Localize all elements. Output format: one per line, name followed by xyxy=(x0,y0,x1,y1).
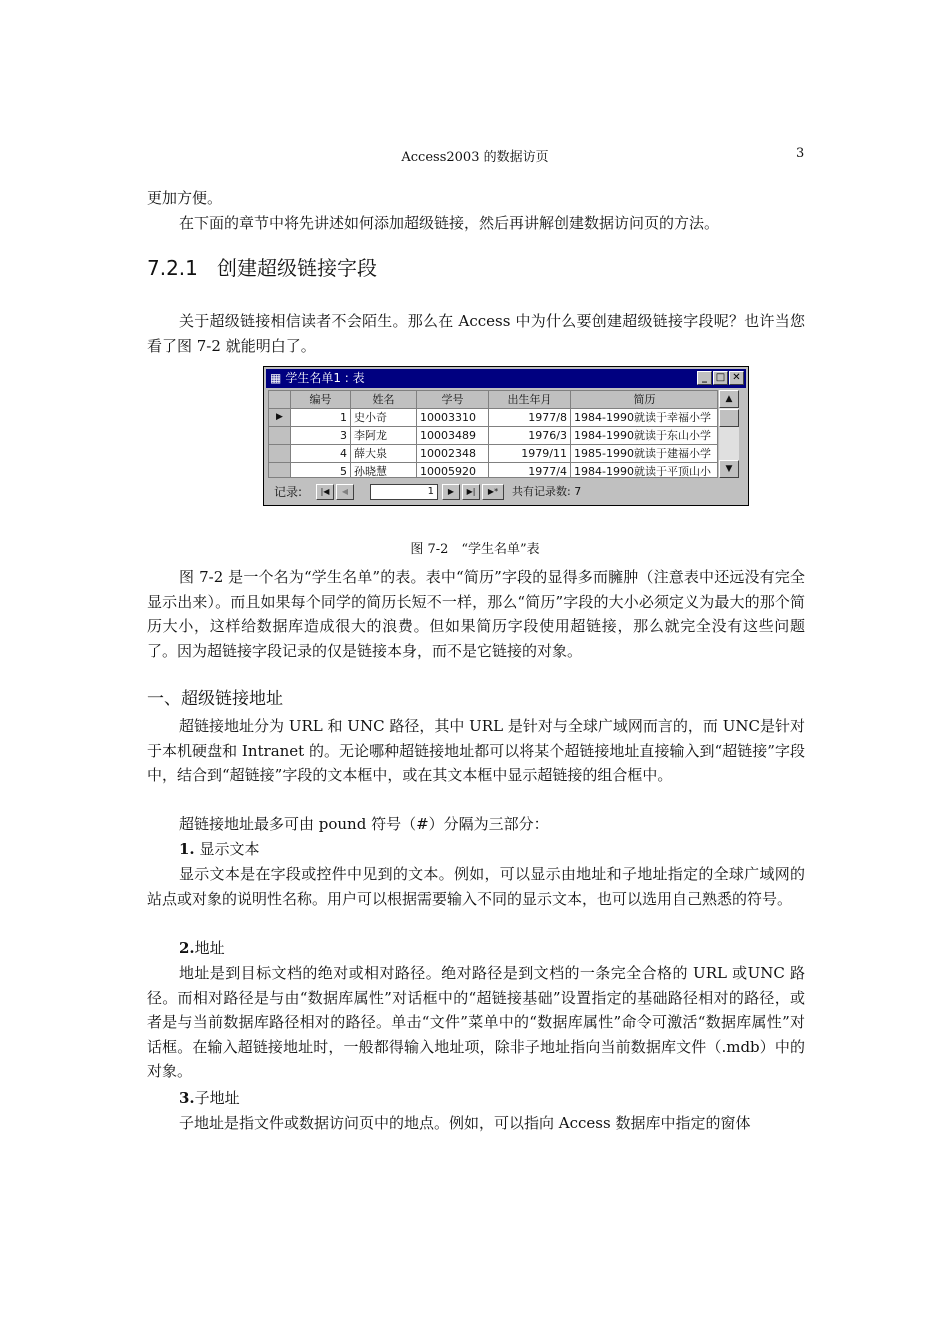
paragraph: 在下面的章节中将先讲述如何添加超级链接，然后再讲解创建数据访问页的方法。 xyxy=(179,214,720,232)
paragraph: 地址是到目标文档的绝对或相对路径。绝对路径是到文档的一条完全合格的 URL 或UNC 路径。而相对路径是与由“数据库属性”对话框中的“超链接基础”设置指定的基础路径相对的路径，或者是与当前数据库路径相对的路径。单击“文件”菜单中的“数据库属性”命令可激活“数据库属性”对话框。在输入超链接地址时，一般都得输入地址项，除非子地址指向当前数据库文件（.mdb）中的对象。 xyxy=(147,964,805,1080)
paragraph: 子地址是指文件或数据访问页中的地点。例如，可以指向 Access 数据库中指定的窗体 xyxy=(179,1114,751,1132)
table-cell[interactable]: 1977/4 xyxy=(489,463,571,478)
close-icon[interactable]: ✕ xyxy=(729,371,744,385)
column-header[interactable]: 出生年月 xyxy=(489,391,571,409)
nav-label: 记录: xyxy=(274,485,303,499)
item-title: 地址 xyxy=(194,939,225,957)
table-cell[interactable]: 薛大泉 xyxy=(351,445,417,463)
table-cell[interactable]: 10002348 xyxy=(417,445,489,463)
current-record-icon[interactable]: ▶ xyxy=(269,409,291,427)
item-title: 子地址 xyxy=(194,1089,240,1107)
record-number-field[interactable]: 1 xyxy=(370,484,438,500)
row-selector-header xyxy=(269,391,291,409)
window-title: 学生名单1 : 表 xyxy=(285,371,365,385)
list-item-heading xyxy=(147,1086,805,1111)
minimize-icon[interactable]: _ xyxy=(697,371,712,385)
access-table-window xyxy=(263,366,749,506)
scroll-down-icon[interactable]: ▼ xyxy=(719,460,739,478)
section-title: 创建超级链接字段 xyxy=(217,256,377,280)
first-record-icon[interactable]: |◀ xyxy=(316,484,334,500)
page-number: 3 xyxy=(796,146,805,161)
item-number: 1. xyxy=(179,840,195,858)
table-cell[interactable]: 孙晓慧 xyxy=(351,463,417,478)
table-cell[interactable]: 1976/3 xyxy=(489,427,571,445)
table-cell[interactable]: 1985-1990就读于建福小学 xyxy=(571,445,718,463)
paragraph: 关于超级链接相信读者不会陌生。那么在 Access 中为什么要创建超级链接字段呢？也许当您看了图 7-2 就能明白了。 xyxy=(147,312,805,355)
list-item-heading xyxy=(147,837,805,862)
column-header[interactable]: 姓名 xyxy=(351,391,417,409)
item-number: 2. xyxy=(179,939,195,957)
section-number: 7.2.1 xyxy=(147,256,198,280)
paragraph: 超链接地址最多可由 pound 符号（#）分隔为三部分： xyxy=(179,815,549,833)
running-title: Access2003 的数据访页 xyxy=(401,150,549,165)
window-titlebar xyxy=(266,369,746,388)
table-icon: ▦ xyxy=(270,371,282,385)
table-row[interactable] xyxy=(269,463,718,478)
scroll-thumb[interactable] xyxy=(719,409,739,427)
table-row[interactable] xyxy=(269,427,718,445)
table-row[interactable] xyxy=(269,409,718,427)
last-record-icon[interactable]: ▶| xyxy=(462,484,480,500)
table-cell[interactable]: 1 xyxy=(291,409,351,427)
datasheet-grid xyxy=(268,390,718,478)
list-item-heading xyxy=(147,936,805,961)
paragraph: 超链接地址分为 URL 和 UNC 路径，其中 URL 是针对与全球广域网而言的，而 UNC是针对于本机硬盘和 Intranet 的。无论哪种超链接地址都可以将某个超链接地址直接输入到“超链接”字段中，结合到“超链接”字段的文本框中，或在其文本框中显示超链接的组合框中。 xyxy=(147,717,805,784)
row-selector[interactable] xyxy=(269,445,291,463)
table-cell[interactable]: 3 xyxy=(291,427,351,445)
previous-record-icon[interactable]: ◀ xyxy=(336,484,354,500)
column-header[interactable]: 编号 xyxy=(291,391,351,409)
table-cell[interactable]: 李阿龙 xyxy=(351,427,417,445)
item-number: 3. xyxy=(179,1089,195,1107)
maximize-icon[interactable]: □ xyxy=(713,371,728,385)
table-cell[interactable]: 5 xyxy=(291,463,351,478)
table-cell[interactable]: 1977/8 xyxy=(489,409,571,427)
table-cell[interactable]: 1984-1990就读于平顶山小 xyxy=(571,463,718,478)
column-header[interactable]: 简历 xyxy=(571,391,718,409)
section-heading xyxy=(147,252,377,281)
paragraph: 显示文本是在字段或控件中见到的文本。例如，可以显示由地址和子地址指定的全球广域网的站点或对象的说明性名称。用户可以根据需要输入不同的显示文本，也可以选用自己熟悉的符号。 xyxy=(147,865,805,908)
table-cell[interactable]: 1984-1990就读于幸福小学 xyxy=(571,409,718,427)
scroll-up-icon[interactable]: ▲ xyxy=(719,390,739,408)
table-cell[interactable]: 10003489 xyxy=(417,427,489,445)
table-cell[interactable]: 10005920 xyxy=(417,463,489,478)
figure-caption: 图 7-2 “学生名单”表 xyxy=(410,542,540,557)
subheading: 一、超级链接地址 xyxy=(147,689,283,709)
table-row[interactable] xyxy=(269,445,718,463)
item-title: 显示文本 xyxy=(199,840,260,858)
table-cell[interactable]: 4 xyxy=(291,445,351,463)
table-cell[interactable]: 10003310 xyxy=(417,409,489,427)
table-cell[interactable]: 1984-1990就读于东山小学 xyxy=(571,427,718,445)
table-cell[interactable]: 1979/11 xyxy=(489,445,571,463)
new-record-icon[interactable]: ▶* xyxy=(482,484,504,500)
record-navigator xyxy=(268,482,743,502)
vertical-scrollbar[interactable] xyxy=(719,390,739,478)
table-cell[interactable]: 史小奇 xyxy=(351,409,417,427)
header-row xyxy=(269,391,718,409)
next-record-icon[interactable]: ▶ xyxy=(442,484,460,500)
column-header[interactable]: 学号 xyxy=(417,391,489,409)
row-selector[interactable] xyxy=(269,427,291,445)
row-selector[interactable] xyxy=(269,463,291,478)
paragraph: 更加方便。 xyxy=(147,189,223,207)
record-count: 共有记录数: 7 xyxy=(512,485,582,498)
paragraph: 图 7-2 是一个名为“学生名单”的表。表中“简历”字段的显得多而臃肿（注意表中还远没有完全显示出来）。而且如果每个同学的简历长短不一样，那么“简历”字段的大小必须定义为最大的那个简历大小，这样给数据库造成很大的浪费。但如果简历字段使用超链接，那么就完全没有这些问题了。因为超链接字段记录的仅是链接本身，而不是它链接的对象。 xyxy=(147,568,805,660)
